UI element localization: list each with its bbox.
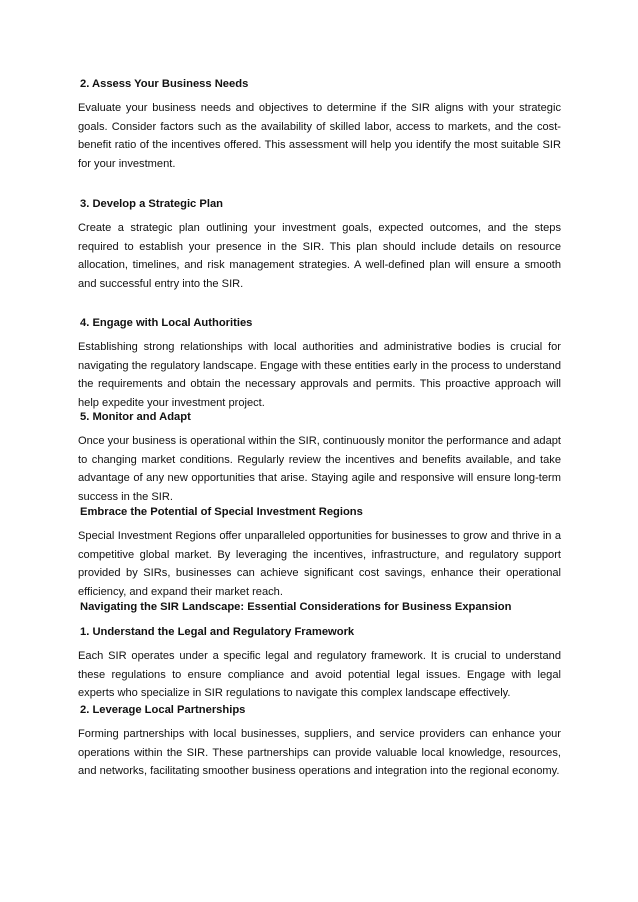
section-body-embrace-potential: Special Investment Regions offer unparalleled opportunities for businesses to grow and thrive in a competitive global market. By leveraging the incentives, infrastructure, and regulatory support provided by SIRs, businesses can achieve significant cost savings, enhance their operational efficiency, and expand their market reach.	[78, 530, 561, 599]
section-body-local-partnerships: Forming partnerships with local businesses, suppliers, and service providers can enhance your operations within the SIR. These partnerships can provide valuable local knowledge, resources, and networks, facilitating smoother business operations and integration into the regional economy.	[78, 728, 561, 778]
section-heading-local-authorities: 4. Engage with Local Authorities	[80, 317, 253, 329]
section-heading-embrace-potential: Embrace the Potential of Special Investment Regions	[80, 506, 363, 518]
section-heading-strategic-plan: 3. Develop a Strategic Plan	[80, 198, 224, 210]
section-heading-navigating-landscape: Navigating the SIR Landscape: Essential Considerations for Business Expansion	[80, 601, 512, 613]
section-heading-legal-framework: 1. Understand the Legal and Regulatory Framework	[80, 626, 355, 638]
section-heading-monitor-adapt: 5. Monitor and Adapt	[80, 411, 191, 423]
section-heading-assess-needs: 2. Assess Your Business Needs	[80, 78, 249, 90]
section-body-strategic-plan: Create a strategic plan outlining your investment goals, expected outcomes, and the steps required to establish your presence in the SIR. This plan should include details on resource allocation, timelines, and risk management strategies. A well-defined plan will ensure a smooth and successful entry into the SIR.	[78, 222, 561, 291]
section-body-monitor-adapt: Once your business is operational within the SIR, continuously monitor the performance and adapt to changing market conditions. Regularly review the incentives and benefits available, and take advantage of any new opportunities that arise. Staying agile and responsive will ensure long-term success in the SIR.	[78, 435, 561, 504]
section-heading-local-partnerships: 2. Leverage Local Partnerships	[80, 704, 246, 716]
section-body-assess-needs: Evaluate your business needs and objectives to determine if the SIR aligns with your strategic goals. Consider factors such as the availability of skilled labor, access to markets, and the cost-benefit ratio of the incentives offered. This assessment will help you identify the most suitable SIR for your investment.	[78, 102, 561, 171]
section-body-legal-framework: Each SIR operates under a specific legal and regulatory framework. It is crucial to understand these regulations to ensure compliance and avoid potential legal issues. Engage with legal experts who specialize in SIR regulations to navigate this complex landscape effectively.	[78, 650, 561, 700]
section-body-local-authorities: Establishing strong relationships with local authorities and administrative bodies is crucial for navigating the regulatory landscape. Engage with these entities early in the process to understand the requirements and obtain the necessary approvals and permits. This proactive approach will help expedite your investment project.	[78, 341, 561, 410]
